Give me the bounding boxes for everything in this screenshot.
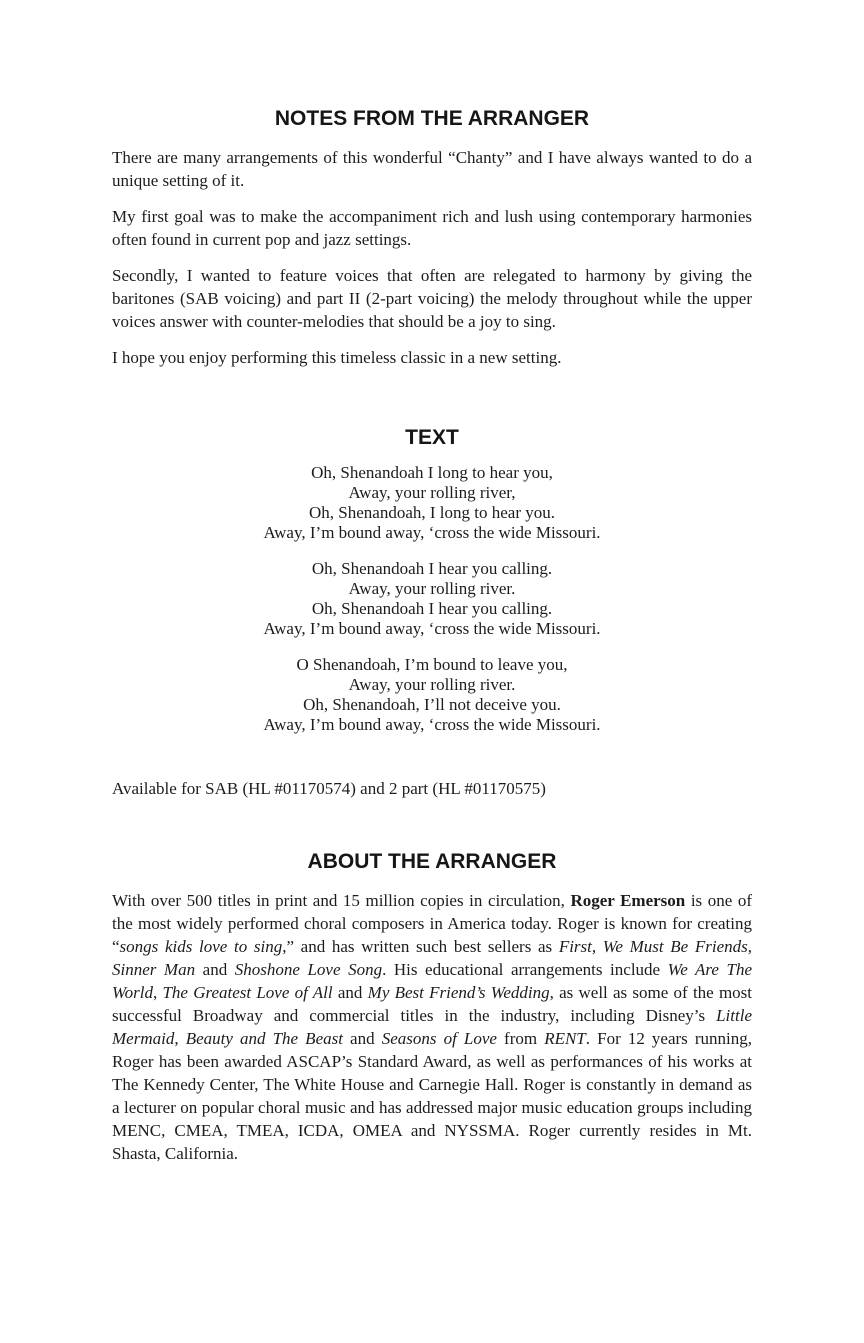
text-segment: With over 500 titles in print and 15 million copies in circulation,	[112, 891, 571, 910]
lyric-line: Oh, Shenandoah, I’ll not deceive you.	[303, 695, 561, 714]
lyric-line: Away, your rolling river,	[348, 483, 516, 502]
text-segment: The Greatest Love of All	[162, 983, 333, 1002]
text-segment: First, We Must Be Friends	[558, 937, 748, 956]
text-segment: . His educational arrangements include	[382, 960, 668, 979]
lyric-line: Oh, Shenandoah, I long to hear you.	[309, 503, 555, 522]
text-segment: songs kids love to sing	[119, 937, 283, 956]
text-segment: and	[195, 960, 235, 979]
lyrics-stanza-2	[112, 559, 752, 639]
text-segment: is one of the most widely performed choral composers in America today. Roger is known for creating “	[112, 891, 752, 956]
lyrics-stanza-1	[112, 463, 752, 543]
lyrics-block	[112, 463, 752, 735]
text-segment: My Best Friend’s Wedding	[367, 983, 550, 1002]
notes-paragraph-4: I hope you enjoy performing this timeless classic in a new setting.	[112, 348, 562, 367]
text-segment: and	[342, 1029, 382, 1048]
text-segment: Shoshone Love Song	[234, 960, 383, 979]
notes-paragraph-1: There are many arrangements of this wonderful “Chanty” and I have always wanted to do a unique setting of it.	[112, 148, 752, 190]
text-segment: from	[496, 1029, 545, 1048]
text-segment: Little Mermaid	[112, 1006, 752, 1048]
text-segment: ,	[747, 937, 752, 956]
lyric-line: Oh, Shenandoah I hear you calling.	[311, 559, 553, 578]
text-segment: and	[332, 983, 368, 1002]
text-segment: RENT	[544, 1029, 586, 1048]
text-segment: Roger Emerson	[570, 891, 686, 910]
lyric-line: Away, your rolling river.	[348, 675, 516, 694]
text-segment: Sinner Man	[112, 960, 196, 979]
text-segment: . For 12 years running, Roger has been awarded ASCAP’s Standard Award, as well as performances of his works at The Kennedy Center, The White House and Carnegie Hall. Roger is constantly in demand as a lecturer on popular choral music and has addressed major music education groups including MENC, CMEA, TMEA, ICDA, OMEA and NYSSMA. Roger currently resides in Mt. Shasta, California.	[112, 1029, 753, 1163]
text-section-heading: TEXT	[405, 426, 459, 449]
text-segment: ,” and has written such best sellers as	[282, 937, 559, 956]
text-segment: ,	[152, 983, 163, 1002]
text-segment: Beauty and The Beast	[185, 1029, 343, 1048]
about-section-heading: ABOUT THE ARRANGER	[307, 850, 557, 873]
lyric-line: Away, your rolling river.	[348, 579, 516, 598]
lyric-line: Oh, Shenandoah I hear you calling.	[311, 599, 553, 618]
lyric-line: Away, I’m bound away, ‘cross the wide Missouri.	[263, 619, 601, 638]
availability-note: Available for SAB (HL #01170574) and 2 part (HL #01170575)	[112, 779, 546, 798]
lyric-line: O Shenandoah, I’m bound to leave you,	[296, 655, 568, 674]
text-segment: ,	[174, 1029, 186, 1048]
notes-paragraph-2: My first goal was to make the accompaniment rich and lush using contemporary harmonies often found in current pop and jazz settings.	[112, 207, 752, 249]
lyric-line: Away, I’m bound away, ‘cross the wide Missouri.	[263, 523, 601, 542]
lyric-line: Oh, Shenandoah I long to hear you,	[311, 463, 553, 482]
lyrics-stanza-3	[112, 655, 752, 735]
about-paragraph	[112, 889, 752, 1165]
text-segment: , as well as some of the most successful Broadway and commercial titles in the industry, including Disney’s	[112, 983, 753, 1025]
notes-section-heading: NOTES FROM THE ARRANGER	[274, 107, 590, 130]
notes-paragraph-3: Secondly, I wanted to feature voices that often are relegated to harmony by giving the baritones (SAB voicing) and part II (2-part voicing) the melody throughout while the upper voices answer with counter-melodies that should be a joy to sing.	[112, 266, 752, 331]
lyric-line: Away, I’m bound away, ‘cross the wide Missouri.	[263, 715, 601, 734]
text-segment: We Are The World	[112, 960, 753, 1002]
text-segment: Seasons of Love	[381, 1029, 497, 1048]
